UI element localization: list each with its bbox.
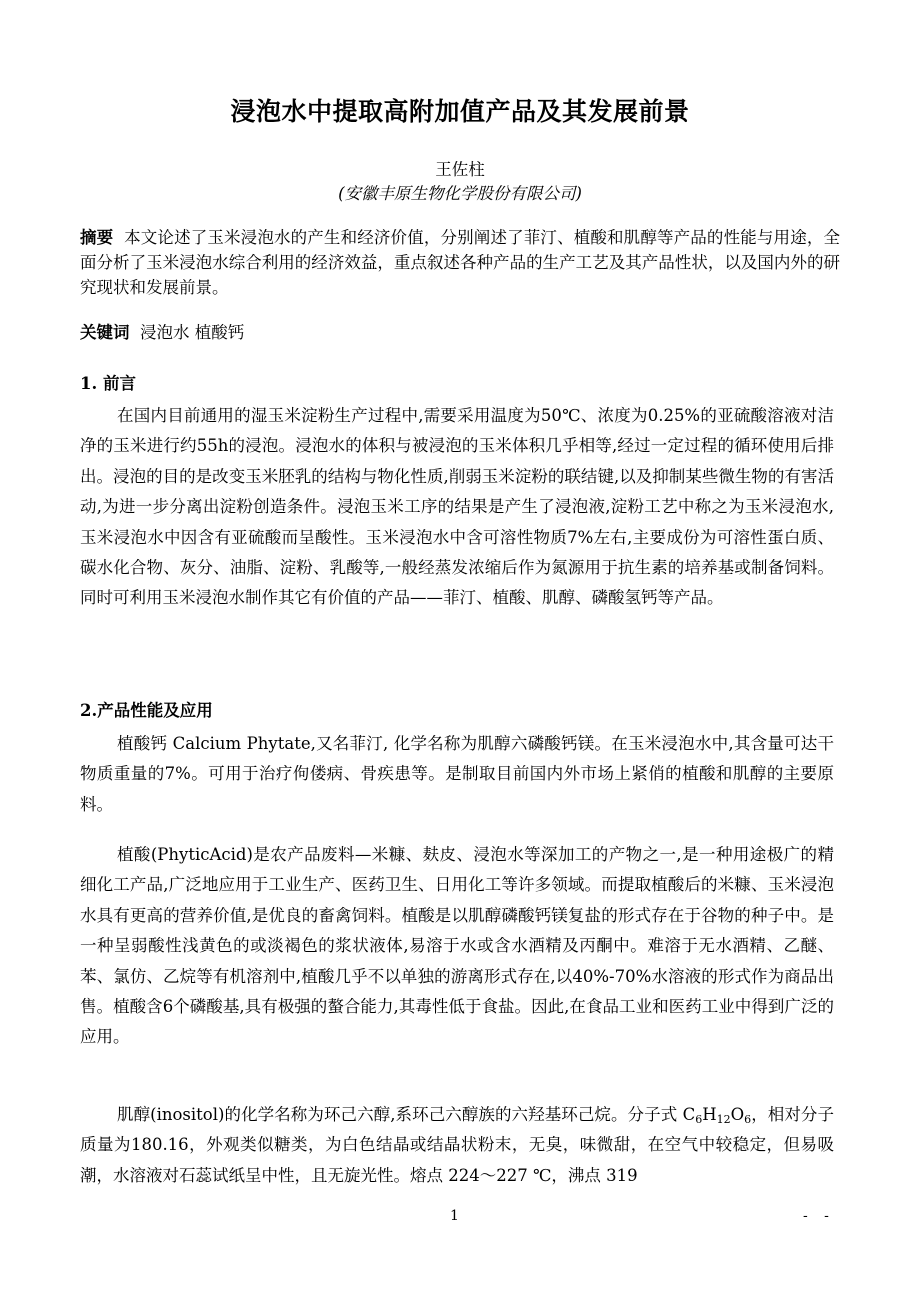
author-affiliation: (安徽丰原生物化学股份有限公司) (338, 184, 582, 203)
paragraph-calcium-phytate: 植酸钙 Calcium Phytate,又名菲汀, 化学名称为肌醇六磷酸钙镁。在玉米浸泡水中,其含量可达干物质重量的7%。可用于治疗佝偻病、骨疾患等。是制取目前国内外市场上紧俏的植酸和肌醇的主要原料。 (80, 734, 834, 814)
section-heading-intro: 1. 前言 (80, 374, 136, 393)
paragraph-phytic-acid: 植酸(PhyticAcid)是农产品废料—米糠、麸皮、浸泡水等深加工的产物之一,是一种用途极广的精细化工产品,广泛地应用于工业生产、医药卫生、日用化工等许多领域。而提取植酸后的米糠、玉米浸泡水具有更高的营养价值,是优良的畜禽饲料。植酸是以肌醇磷酸钙镁复盐的形式存在于谷物的种子中。是一种呈弱酸性浅黄色的或淡褐色的浆状液体,易溶于水或含水酒精及丙酮中。难溶于无水酒精、乙醚、苯、氯仿、乙烷等有机溶剂中,植酸几乎不以单独的游离形式存在,以40%-70%水溶液的形式作为商品出售。植酸含6个磷酸基,具有极强的螯合能力,其毒性低于食盐。因此,在食品工业和医药工业中得到广泛的应用。 (80, 845, 834, 1047)
section-heading-products: 2.产品性能及应用 (80, 701, 213, 720)
author-name: 王佐柱 (435, 160, 485, 179)
inositol-text-after: ，相对分子质量为180.16，外观类似糖类，为白色结晶或结晶状粉末，无臭，味微甜，在空气中较稳定，但易吸潮，水溶液对石蕊试纸呈中性，且无旋光性。熔点 224～227 ℃，沸点 319 (80, 1105, 834, 1185)
keywords-text: 浸泡水 植酸钙 (140, 323, 245, 342)
formula-subscript-h: 12 (716, 1113, 731, 1126)
footer-mark: - - (803, 1208, 835, 1224)
formula-h: H (702, 1105, 717, 1124)
keywords-label: 关键词 (80, 323, 130, 342)
inositol-text-before: 肌醇(inositol)的化学名称为环己六醇,系环己六醇族的六羟基环己烷。分子式 C (117, 1105, 696, 1124)
abstract-text: 本文论述了玉米浸泡水的产生和经济价值，分别阐述了菲汀、植酸和肌醇等产品的性能与用途，全面分析了玉米浸泡水综合利用的经济效益，重点叙述各种产品的生产工艺及其产品性状，以及国内外的研究现状和发展前景。 (80, 228, 841, 297)
paragraph-intro: 在国内目前通用的湿玉米淀粉生产过程中,需要采用温度为50℃、浓度为0.25%的亚硫酸溶液对洁净的玉米进行约55h的浸泡。浸泡水的体积与被浸泡的玉米体积几乎相等,经过一定过程的循环使用后排出。浸泡的目的是改变玉米胚乳的结构与物化性质,削弱玉米淀粉的联结键,以及抑制某些微生物的有害活动,为进一步分离出淀粉创造条件。浸泡玉米工序的结果是产生了浸泡液,淀粉工艺中称之为玉米浸泡水,玉米浸泡水中因含有亚硫酸而呈酸性。玉米浸泡水中含可溶性物质7%左右,主要成份为可溶性蛋白质、碳水化合物、灰分、油脂、淀粉、乳酸等,一般经蒸发浓缩后作为氮源用于抗生素的培养基或制备饲料。同时可利用玉米浸泡水制作其它有价值的产品——菲汀、植酸、肌醇、磷酸氢钙等产品。 (80, 406, 834, 608)
formula-subscript-o: 6 (744, 1113, 752, 1126)
abstract-label: 摘要 (80, 228, 114, 247)
formula-subscript-c: 6 (695, 1113, 703, 1126)
page-number: 1 (450, 1208, 459, 1224)
keywords (80, 320, 840, 345)
abstract (80, 225, 840, 300)
document-title: 浸泡水中提取高附加值产品及其发展前景 (230, 97, 690, 126)
paragraph-inositol (80, 1100, 834, 1191)
formula-o: O (730, 1105, 745, 1124)
